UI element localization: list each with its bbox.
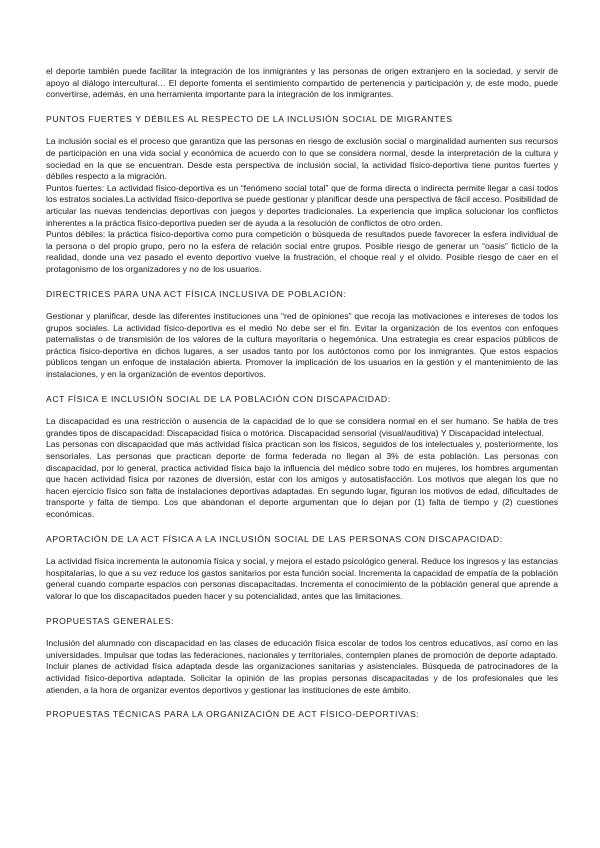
paragraph-puntos-debiles: Puntos débiles: la práctica físico-deportiva como pura competición o búsqueda de resultados puede favorecer la esfera individual de la persona o del propio grupo, pero no la esfera de relación social entre grupos. Posible riesgo de generar un “oasis” ficticio de la realidad, donde una vez pasado el evento deportivo vuelve la frustración, el choque real y el olvido. Posible riesgo de caer en el protagonismo de los organizadores y no de los usuarios. bbox=[46, 229, 558, 274]
intro-paragraph: el deporte también puede facilitar la integración de los inmigrantes y las personas de origen extranjero en la sociedad, y servir de apoyo al diálogo intercultural… El deporte fomenta el sentimiento compartido de pertenencia y participación y, de este modo, puede convertirse, además, en una herramienta importante para la integración de los inmigrantes. bbox=[46, 66, 558, 100]
paragraph-directrices: Gestionar y planificar, desde las diferentes instituciones una “red de opiniones” que recoja las motivaciones e intereses de todos los grupos sociales. La actividad físico-deportiva es el medio No debe ser el fin. Evitar la organización de los eventos con enfoques paternalistas o de transmisión de los valores de la cultura mayoritaria o hegemónica. Una estrategia es crear espacios públicos de práctica físico-deportiva en dichos lugares, a ser usados tanto por los autóctonos como por los inmigrantes. Que estos espacios públicos tengan un enfoque de instalación abierta. Promover la implicación de los usuarios en la gestión y el mantenimiento de las instalaciones, y en la organización de eventos deportivos. bbox=[46, 311, 558, 380]
section-heading-migrantes: PUNTOS FUERTES Y DÉBILES AL RESPECTO DE LA INCLUSIÓN SOCIAL DE MIGRANTES bbox=[46, 113, 453, 124]
paragraph-tipos-discapacidad: La discapacidad es una restricción o ausencia de la capacidad de lo que se considera normal en el ser humano. Se habla de tres grandes tipos de discapacidad: Discapacidad física o motórica. Discapacidad sensorial (visual/auditiva) Y Discapacidad intelectual. bbox=[46, 416, 558, 438]
section-heading-aportacion: APORTACIÓN DE LA ACT FÍSICA A LA INCLUSIÓN SOCIAL DE LAS PERSONAS CON DISCAPACIDAD: bbox=[46, 533, 503, 544]
section-heading-discapacidad: ACT FÍSICA E INCLUSIÓN SOCIAL DE LA POBLACIÓN CON DISCAPACIDAD: bbox=[46, 393, 391, 404]
paragraph-puntos-fuertes: Puntos fuertes: La actividad físico-deportiva es un “fenómeno social total” que de forma directa o indirecta permite llegar a casi todos los estratos sociales.La actividad físico-deportiva se puede gestionar y planificar desde una perspectiva de fácil acceso. Posibilidad de articular las nuevas tendencias deportivas con juegos y deportes tradicionales. La experiencia que implica solucionar los conflictos inherentes a la práctica físico-deportiva pueden ser de ayuda a la resolución de conflictos de otro orden. bbox=[46, 182, 558, 228]
section-heading-propuestas-tecnicas: PROPUESTAS TÉCNICAS PARA LA ORGANIZACIÓN DE ACT FÍSICO-DEPORTIVAS: bbox=[46, 709, 420, 720]
paragraph-aportacion: La actividad física incrementa la autonomía física y social, y mejora el estado psicológico general. Reduce los ingresos y las estancias hospitalarias, lo que a su vez reduce los gastos sanitarios por esta función social. Incrementa la capacidad de empatía de la población general cuando comparte espacios con personas discapacitadas. Incrementa el conocimiento de la población general que aprende a valorar lo que los discapacitados pueden hacer y su potencialidad, antes que las limitaciones. bbox=[46, 556, 558, 601]
section-heading-directrices: DIRECTRICES PARA UNA ACT FÍSICA INCLUSIVA DE POBLACIÓN: bbox=[46, 288, 347, 299]
document-page bbox=[46, 66, 558, 721]
paragraph-propuestas-generales: Inclusión del alumnado con discapacidad en las clases de educación física escolar de todos los centros educativos, así como en las universidades. Impulsar que todas las federaciones, nacionales y territoriales, contemplen planes de promoción de deporte adaptado. Incluir planes de actividad física adaptada desde las organizaciones sanitarias y asistenciales. Búsqueda de patrocinadores de la actividad físico-deportiva adaptada. Solicitar la opinión de las propias personas discapacitadas y de los profesionales que les atienden, a la hora de organizar eventos deportivos y gestionar las instituciones de este ámbito. bbox=[46, 638, 558, 695]
section-heading-propuestas-generales: PROPUESTAS GENERALES: bbox=[46, 615, 175, 626]
paragraph-inclusion-social: La inclusión social es el proceso que garantiza que las personas en riesgo de exclusión social o marginalidad aumenten sus recursos de participación en una vida social y económica de acuerdo con lo que se considera normal, desde la interpretación de la cultura y sociedad en la que se encuentran. Desde esta perspectiva de inclusión social, la actividad físico-deportiva tiene puntos fuertes y débiles respecto a la migración. bbox=[46, 136, 558, 182]
paragraph-practica-discapacidad: Las personas con discapacidad que más actividad física practican son los físicos, seguidos de los intelectuales y, posteriormente, los sensoriales. Las personas que practican deporte de forma federada no llegan al 3% de esta población. Las personas con discapacidad, por lo general, practica actividad física bajo la influencia del médico sobre todo en mujeres, los hombres argumentan que hacen actividad física por razones de diversión, estar con los amigos y autosatisfacción. Los motivos que alegan los que no hacen ejercicio físico son falta de instalaciones deportivas adaptadas. En segundo lugar, figuran los motivos de edad, dificultades de transporte y falta de tiempo. Los que abandonan el deporte argumentan que lo dejan por (1) falta de tiempo y (2) cuestiones económicas. bbox=[46, 439, 558, 519]
